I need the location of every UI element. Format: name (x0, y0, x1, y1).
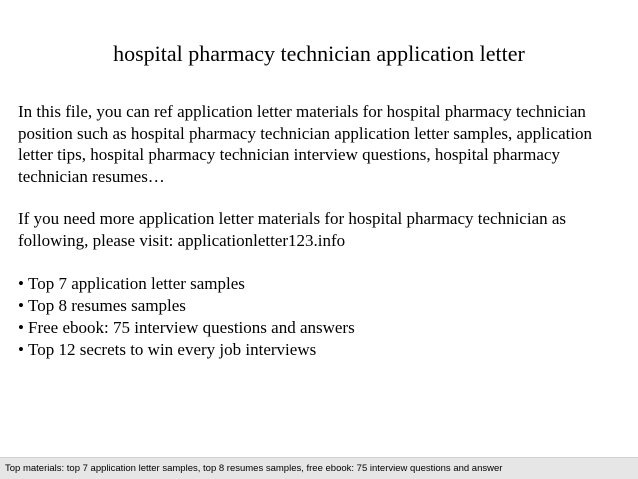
list-item (18, 273, 628, 295)
footer-text: Top materials: top 7 application letter samples, top 8 resumes samples, free ebook: 75 interview questions and answer (5, 463, 503, 474)
bullet-icon: • (18, 296, 24, 315)
materials-list (18, 273, 628, 361)
list-item (18, 295, 628, 317)
slide-content (18, 101, 628, 361)
list-item-text: Top 12 secrets to win every job interviews (28, 340, 317, 359)
list-item-text: Top 8 resumes samples (28, 296, 186, 315)
list-item (18, 339, 628, 361)
slide-title: hospital pharmacy technician application letter (113, 41, 525, 66)
bullet-icon: • (18, 274, 24, 293)
list-item-text: Free ebook: 75 interview questions and answers (28, 318, 355, 337)
intro-paragraph: In this file, you can ref application letter materials for hospital pharmacy technician position such as hospital pharmacy technician application letter samples, application letter tips, hospital pharmacy technician interview questions, hospital pharmacy technician resumes… (18, 102, 593, 186)
footer-bar (0, 457, 638, 479)
list-item (18, 317, 628, 339)
bullet-icon: • (18, 318, 24, 337)
bullet-icon: • (18, 340, 24, 359)
list-item-text: Top 7 application letter samples (28, 274, 245, 293)
more-info-paragraph: If you need more application letter materials for hospital pharmacy technician as following, please visit: applicationletter123.info (18, 209, 567, 250)
